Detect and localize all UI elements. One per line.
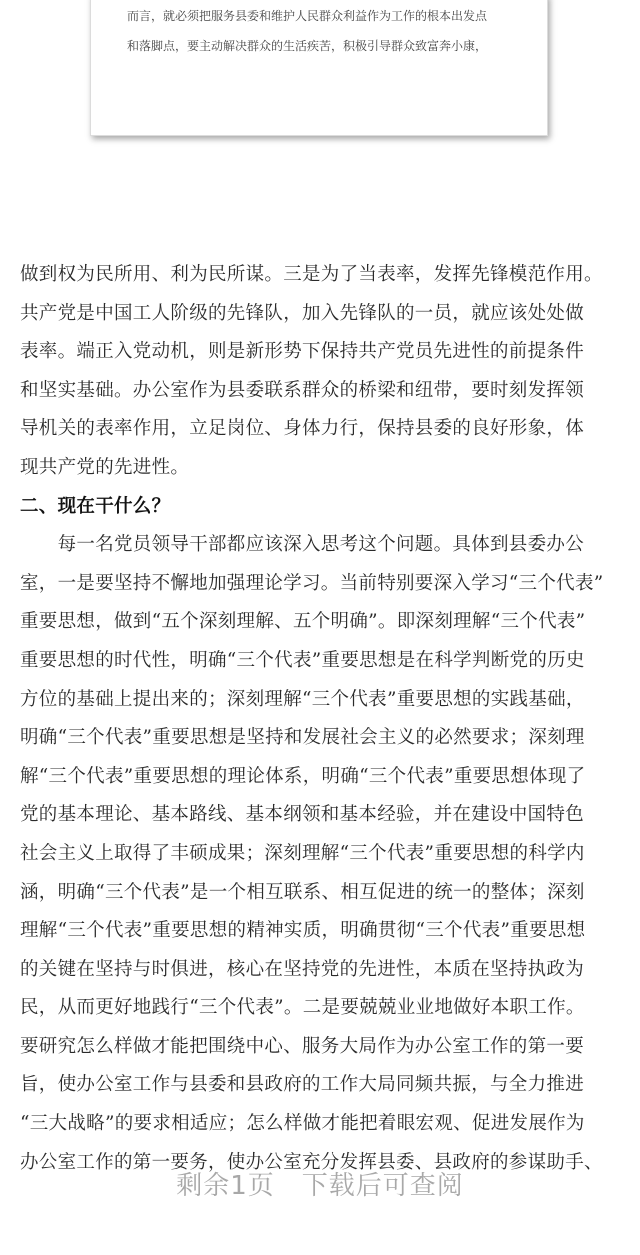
paragraph-line: 重要思想，做到“五个深刻理解、五个明确”。即深刻理解“三个代表”: [20, 611, 586, 633]
paragraph-line: 共产党是中国工人阶级的先锋队，加入先锋队的一员，就应该处处做: [20, 302, 585, 324]
paragraph-line: 办公室工作的第一要务，使办公室充分发挥县委、县政府的参谋助手、: [20, 1151, 603, 1173]
paragraph-line: 旨，使办公室工作与县委和县政府的工作大局同频共振，与全力推进: [20, 1074, 585, 1096]
document-body: [20, 256, 630, 1182]
paragraph-line: 每一名党员领导干部都应该深入思考这个问题。具体到县委办公: [20, 534, 585, 556]
preview-text-line: 而言，就必须把服务县委和维护人民群众利益作为工作的根本出发点: [127, 9, 488, 23]
paragraph-line: 表率。端正入党动机，则是新形势下保持共产党员先进性的前提条件: [20, 341, 585, 363]
document-page-preview: [90, 0, 548, 136]
paragraph-line: 方位的基础上提出来的；深刻理解“三个代表”重要思想的实践基础，: [20, 688, 585, 710]
paragraph-line: 重要思想的时代性，明确“三个代表”重要思想是在科学判断党的历史: [20, 649, 585, 671]
paragraph-line: 导机关的表率作用，立足岗位、身体力行，保持县委的良好形象，体: [20, 418, 585, 440]
paragraph-line: 做到权为民所用、利为民所谋。三是为了当表率，发挥先锋模范作用。: [20, 264, 603, 285]
paragraph-line: 现共产党的先进性。: [20, 456, 190, 478]
paragraph-line: 解“三个代表”重要思想的理论体系，明确“三个代表”重要思想体现了: [20, 765, 586, 787]
download-to-view-remaining-button[interactable]: 剩余1页 下载后可查阅: [176, 1171, 464, 1201]
paragraph-line: 社会主义上取得了丰硕成果；深刻理解“三个代表”重要思想的科学内: [20, 842, 585, 864]
preview-text-line: 和落脚点，要主动解决群众的生活疾苦，积极引导群众致富奔小康，: [127, 39, 488, 53]
paragraph-line: 要研究怎么样做才能把围绕中心、服务大局作为办公室工作的第一要: [20, 1035, 585, 1057]
paragraph-line: 党的基本理论、基本路线、基本纲领和基本经验，并在建设中国特色: [20, 804, 585, 826]
paragraph-line: 明确“三个代表”重要思想是坚持和发展社会主义的必然要求；深刻理: [20, 727, 585, 749]
section-heading: 二、现在干什么？: [20, 495, 171, 517]
paragraph-line: 和坚实基础。办公室作为县委联系群众的桥梁和纽带，要时刻发挥领: [20, 379, 585, 401]
paragraph-line: “三大战略”的要求相适应；怎么样做才能把着眼宏观、促进发展作为: [20, 1113, 585, 1135]
paragraph-line: 理解“三个代表”重要思想的精神实质，明确贯彻“三个代表”重要思想: [20, 920, 586, 942]
paragraph-line: 民，从而更好地践行“三个代表”。二是要兢兢业业地做好本职工作。: [20, 997, 585, 1019]
paragraph-line: 涵，明确“三个代表”是一个相互联系、相互促进的统一的整体；深刻: [20, 881, 585, 903]
paragraph-line: 室，一是要坚持不懈地加强理论学习。当前特别要深入学习“三个代表”: [20, 572, 604, 594]
paragraph-line: 的关键在坚持与时俱进，核心在坚持党的先进性，本质在坚持执政为: [20, 958, 585, 980]
